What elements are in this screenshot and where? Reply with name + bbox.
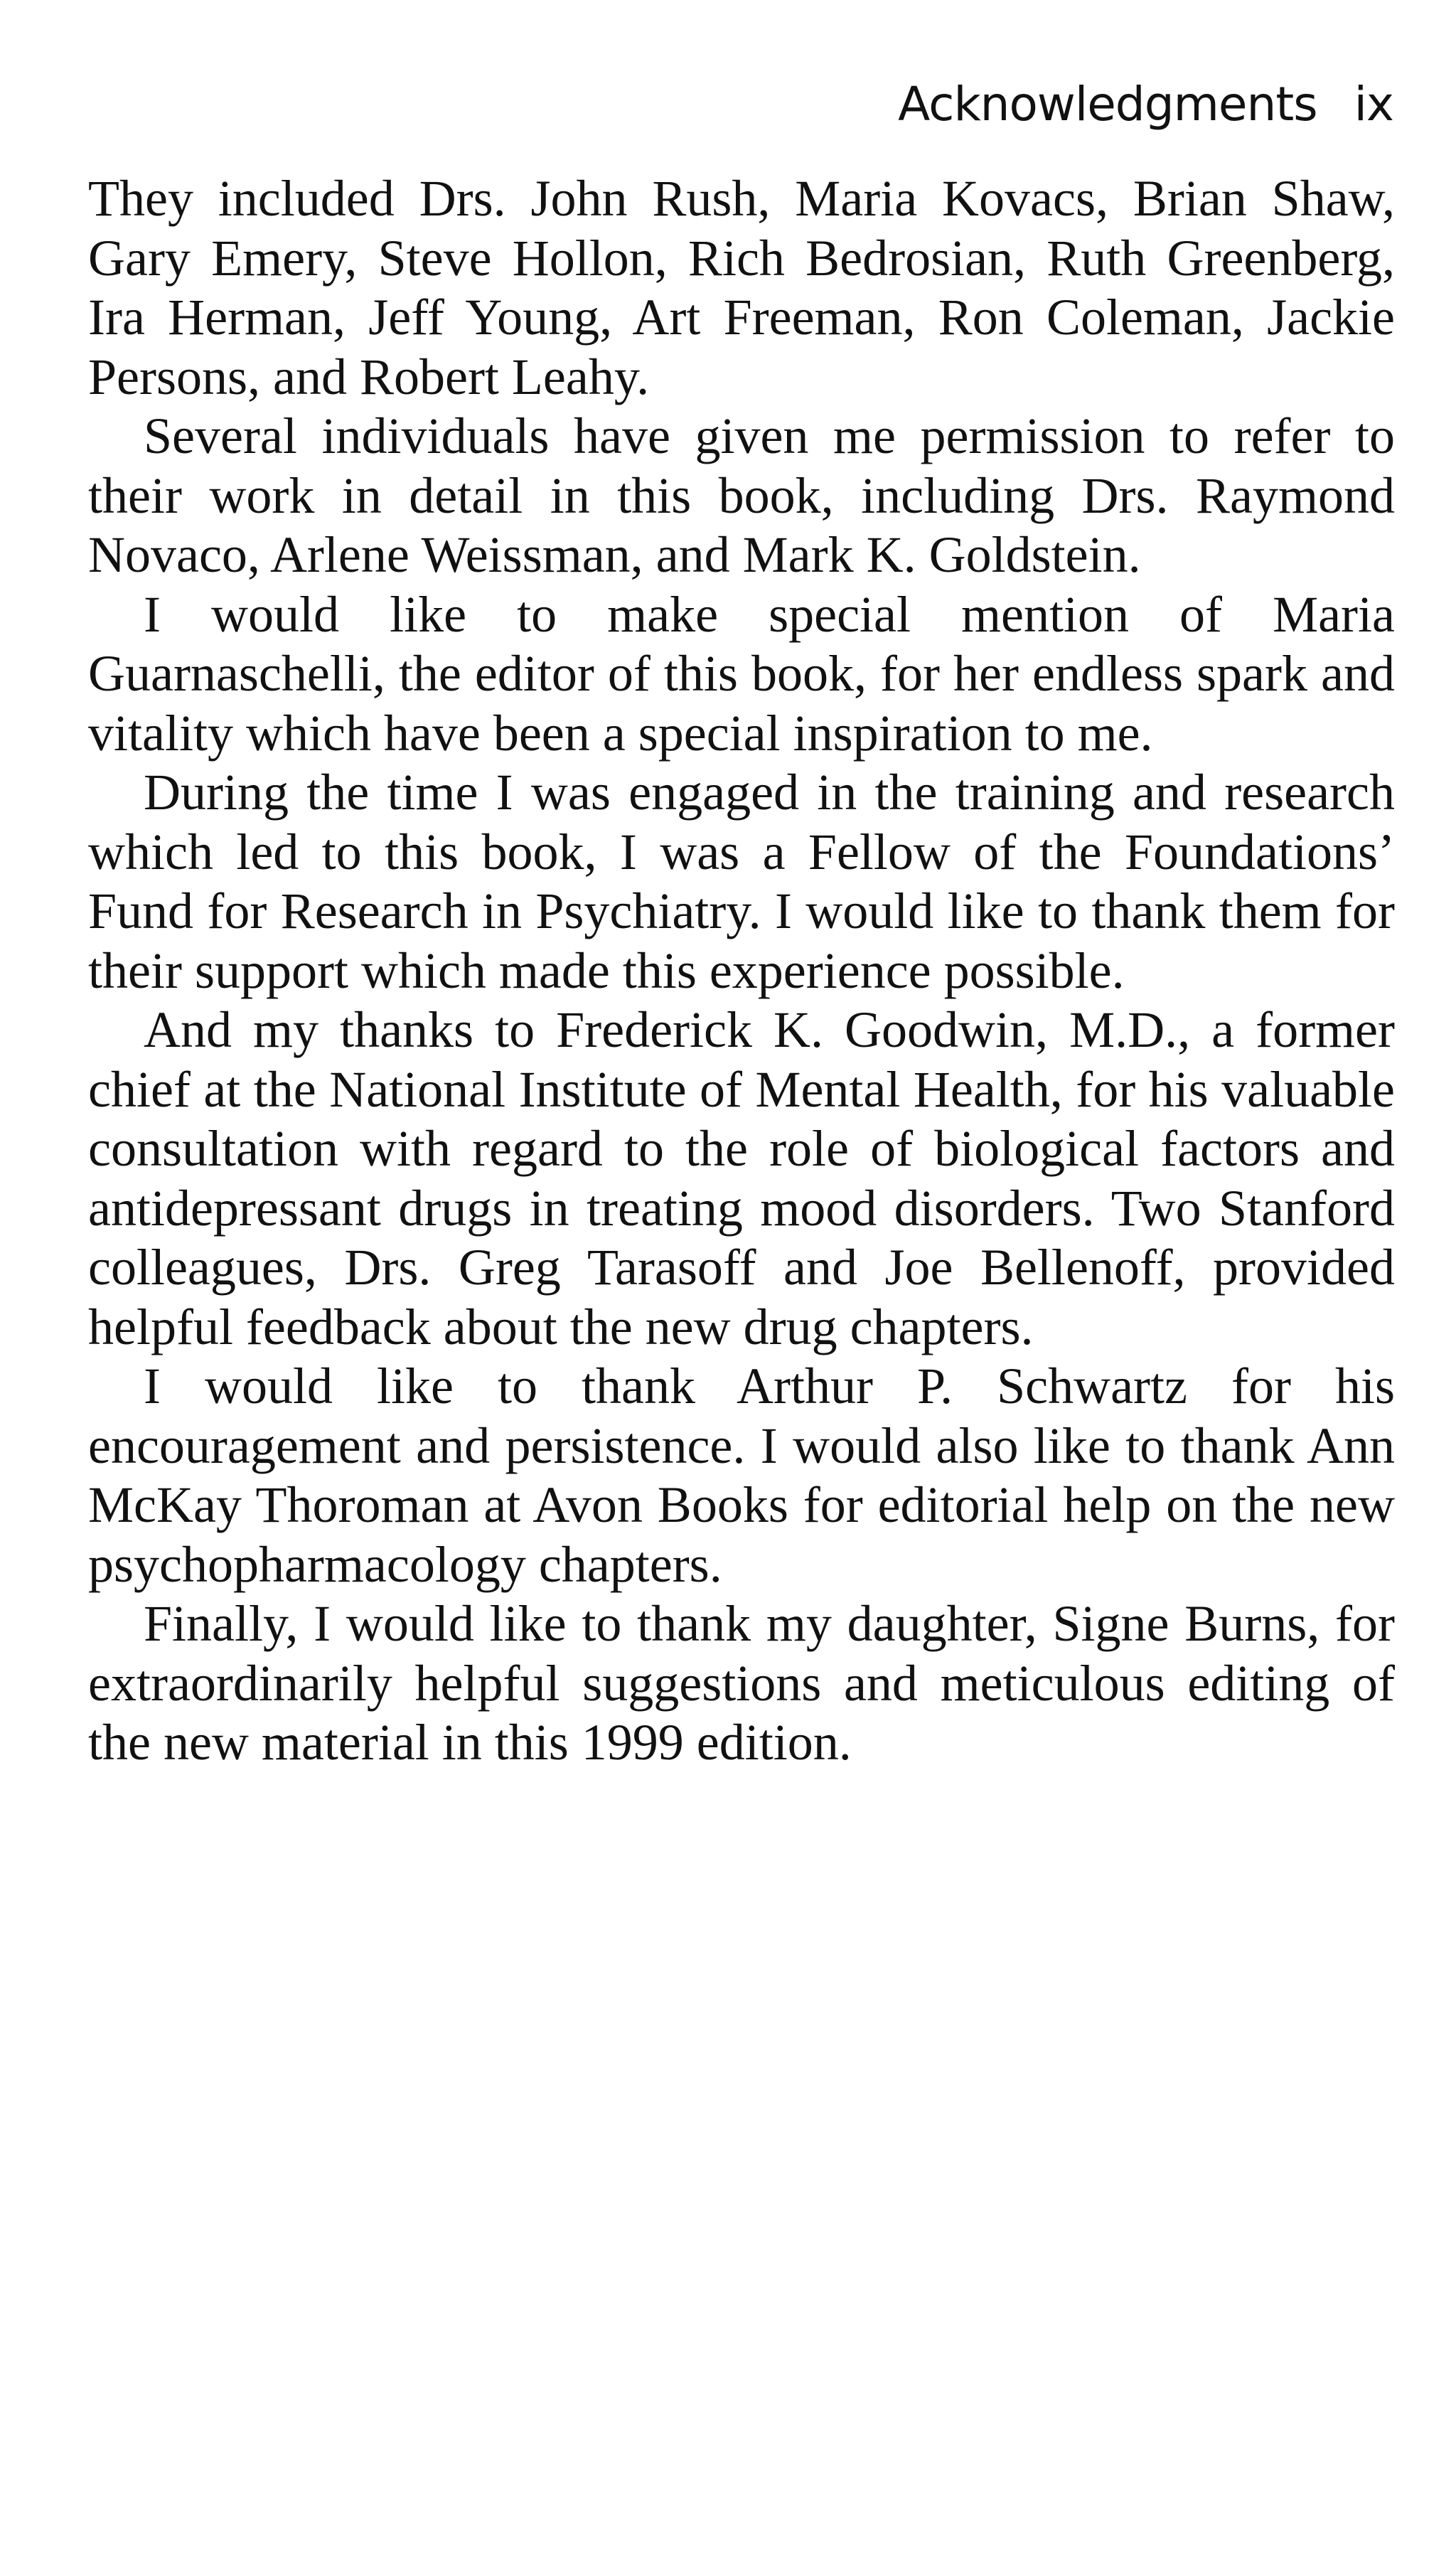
- body-text: [88, 169, 1395, 1773]
- paragraph-continued-names: They included Drs. John Rush, Maria Kovacs, Brian Shaw, Gary Emery, Steve Hollon, Rich Bedrosian, Ruth Greenberg, Ira Herman, Jeff Young, Art Freeman, Ron Coleman, Jackie Persons, and Robert Leahy.: [88, 170, 1395, 405]
- paragraph-daughter: Finally, I would like to thank my daughter, Signe Burns, for extraordinarily helpful suggestions and meticulous editing of the new material in this 1999 edition.: [88, 1595, 1395, 1771]
- section-title: Acknowledgments: [898, 77, 1317, 132]
- page-number: ix: [1354, 77, 1393, 132]
- running-head: [898, 77, 1393, 132]
- paragraph-permissions: Several individuals have given me permission to refer to their work in detail in this book, including Drs. Raymond Novaco, Arlene Weissman, and Mark K. Goldstein.: [88, 407, 1395, 583]
- paragraph-consultation: And my thanks to Frederick K. Goodwin, M.D., a former chief at the National Institute of Mental Health, for his valuable consultation with regard to the role of biological factors and antidepressant drugs in treating mood disorders. Two Stanford colleagues, Drs. Greg Tarasoff and Joe Bellenoff, provided helpful feedback about the new drug chapters.: [88, 1001, 1395, 1355]
- paragraph-encouragement: I would like to thank Arthur P. Schwartz for his encouragement and persistence. I would also like to thank Ann McKay Thoroman at Avon Books for editorial help on the new psychopharmacology chapters.: [88, 1358, 1395, 1593]
- paragraph-editor: I would like to make special mention of Maria Guarnaschelli, the editor of this book, for her endless spark and vitality which have been a special inspiration to me.: [88, 585, 1395, 762]
- paragraph-fellowship: During the time I was engaged in the training and research which led to this book, I was a Fellow of the Foundations’ Fund for Research in Psychiatry. I would like to thank them for their support which made this experience possible.: [88, 764, 1395, 999]
